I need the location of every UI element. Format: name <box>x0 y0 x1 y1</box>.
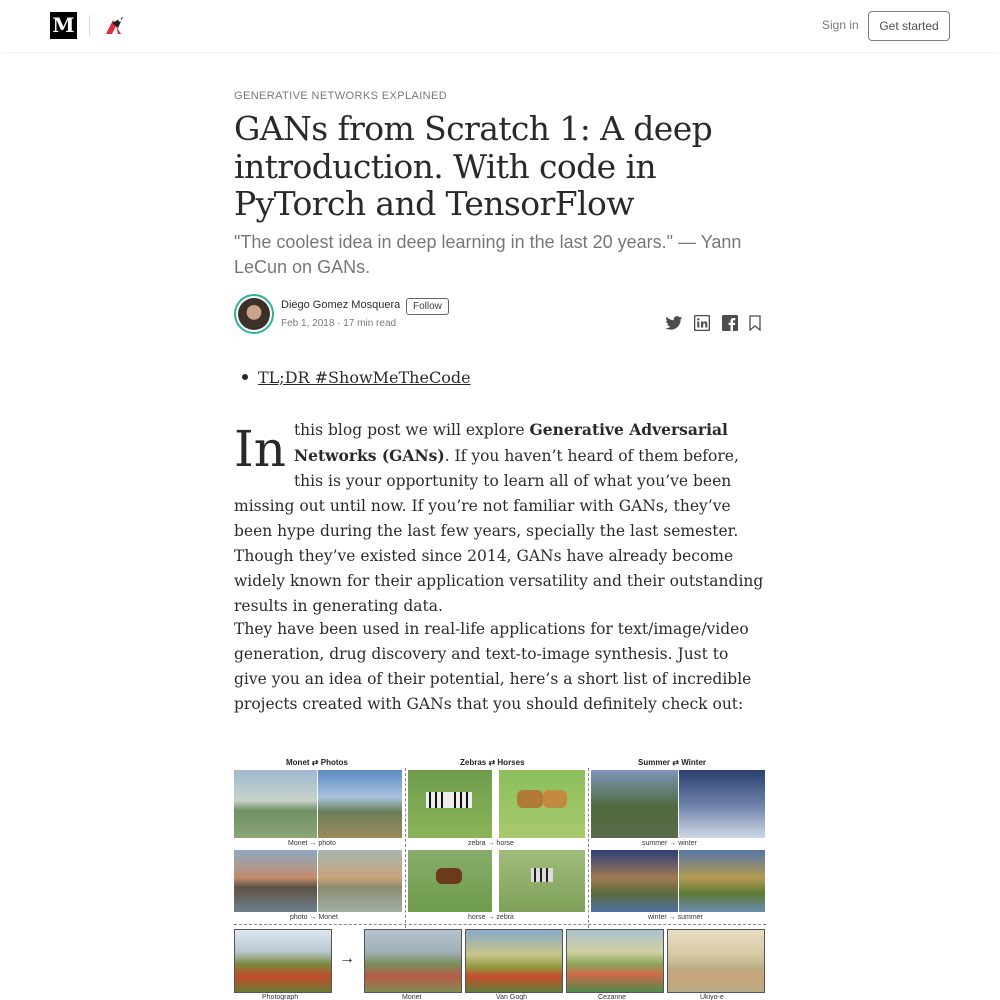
tldr-link[interactable]: TL;DR #ShowMeTheCode <box>258 368 471 387</box>
cyclegan-figure <box>234 758 766 1000</box>
figure-group-heading: Monet ⇄ Photos <box>286 758 348 767</box>
tldr-list-item <box>242 368 471 387</box>
figure-image-monet-style <box>364 929 462 993</box>
bullet <box>242 374 248 380</box>
figure-image-summer <box>679 850 765 912</box>
medium-logo-icon[interactable]: M <box>50 12 77 39</box>
follow-button[interactable]: Follow <box>406 298 449 315</box>
logo-divider <box>89 15 90 36</box>
article-subtitle: "The coolest idea in deep learning in the last 20 years." — Yann LeCun on GANs. <box>234 232 742 277</box>
figure-image-ukiyo-e-style <box>667 929 765 993</box>
linkedin-icon[interactable] <box>692 314 712 332</box>
figure-group-heading: Summer ⇄ Winter <box>638 758 707 767</box>
intro-bold-term: Generative Adversarial Networks (GANs) <box>293 420 728 465</box>
drop-cap: In <box>234 420 286 478</box>
figure-divider <box>588 768 589 928</box>
figure-image-monet <box>318 850 402 912</box>
figure-image-van-gogh-style <box>465 929 563 993</box>
figure-label: Ukiyo-e <box>700 994 724 1000</box>
figure-caption: photo → Monet <box>290 914 338 921</box>
figure-image-photo <box>234 850 317 912</box>
article-meta <box>281 318 396 329</box>
publish-date: Feb 1, 2018 <box>281 318 335 329</box>
figure-label: Van Gogh <box>496 994 528 1000</box>
figure-caption: summer → winter <box>642 840 697 847</box>
article-title: GANs from Scratch 1: A deep introduction. With code in PyTorch and TensorFlow <box>234 109 713 223</box>
figure-image-zebra <box>408 770 492 838</box>
figure-image-winter <box>679 770 765 838</box>
bookmark-icon[interactable] <box>748 314 762 332</box>
figure-label: Photograph <box>262 994 299 1000</box>
facebook-icon[interactable] <box>720 314 740 332</box>
meta-separator: · <box>334 318 344 329</box>
author-name[interactable]: Diego Gomez Mosquera <box>281 299 401 311</box>
figure-image-photo <box>318 770 402 838</box>
figure-image-zebra <box>499 850 585 912</box>
figure-divider <box>405 768 406 928</box>
figure-label: Monet <box>402 994 422 1000</box>
figure-caption: zebra → horse <box>468 840 514 847</box>
paragraph-intro <box>234 417 766 619</box>
twitter-icon[interactable] <box>664 314 684 332</box>
figure-image-summer <box>591 770 678 838</box>
figure-image-winter <box>591 850 678 912</box>
figure-divider <box>234 924 766 925</box>
arrow-icon: → <box>339 950 355 967</box>
sign-in-link[interactable]: Sign in <box>822 18 859 32</box>
author-avatar[interactable] <box>234 294 274 334</box>
article-kicker[interactable]: GENERATIVE NETWORKS EXPLAINED <box>234 90 448 102</box>
figure-caption: horse → zebra <box>468 914 514 921</box>
top-navigation-bar <box>0 0 1000 52</box>
figure-image-horse <box>499 770 585 838</box>
figure-image-photograph <box>234 929 332 993</box>
figure-image-cezanne-style <box>566 929 664 993</box>
figure-label: Cezanne <box>598 994 627 1000</box>
intro-lead: this blog post we will explore <box>293 421 530 439</box>
paragraph-applications: They have been used in real-life applications for text/image/video generation, drug discovery and text-to-image synthesis. Just to give you an idea of their potential, here’s a short list of incredible projects created with GANs that you should definitely check out: <box>234 620 752 713</box>
get-started-button[interactable]: Get started <box>868 11 950 41</box>
figure-image-horse <box>408 850 492 912</box>
figure-group-heading: Zebras ⇄ Horses <box>460 758 525 767</box>
figure-caption: Monet → photo <box>288 840 336 847</box>
intro-rest: . If you haven’t heard of them before, this is your opportunity to learn all of what you’ve been missing out until now. If you’re not familiar with GANs, they’ve been hype during the last few years, specially the last semester. Though they’ve existed since 2014, GANs have already become widely known for their application versatility and their outstanding results in generating data. <box>234 447 764 615</box>
figure-caption: winter → summer <box>648 914 703 921</box>
read-time: 17 min read <box>343 318 397 329</box>
figure-image-monet <box>234 770 317 838</box>
publication-logo-icon[interactable] <box>103 14 127 36</box>
